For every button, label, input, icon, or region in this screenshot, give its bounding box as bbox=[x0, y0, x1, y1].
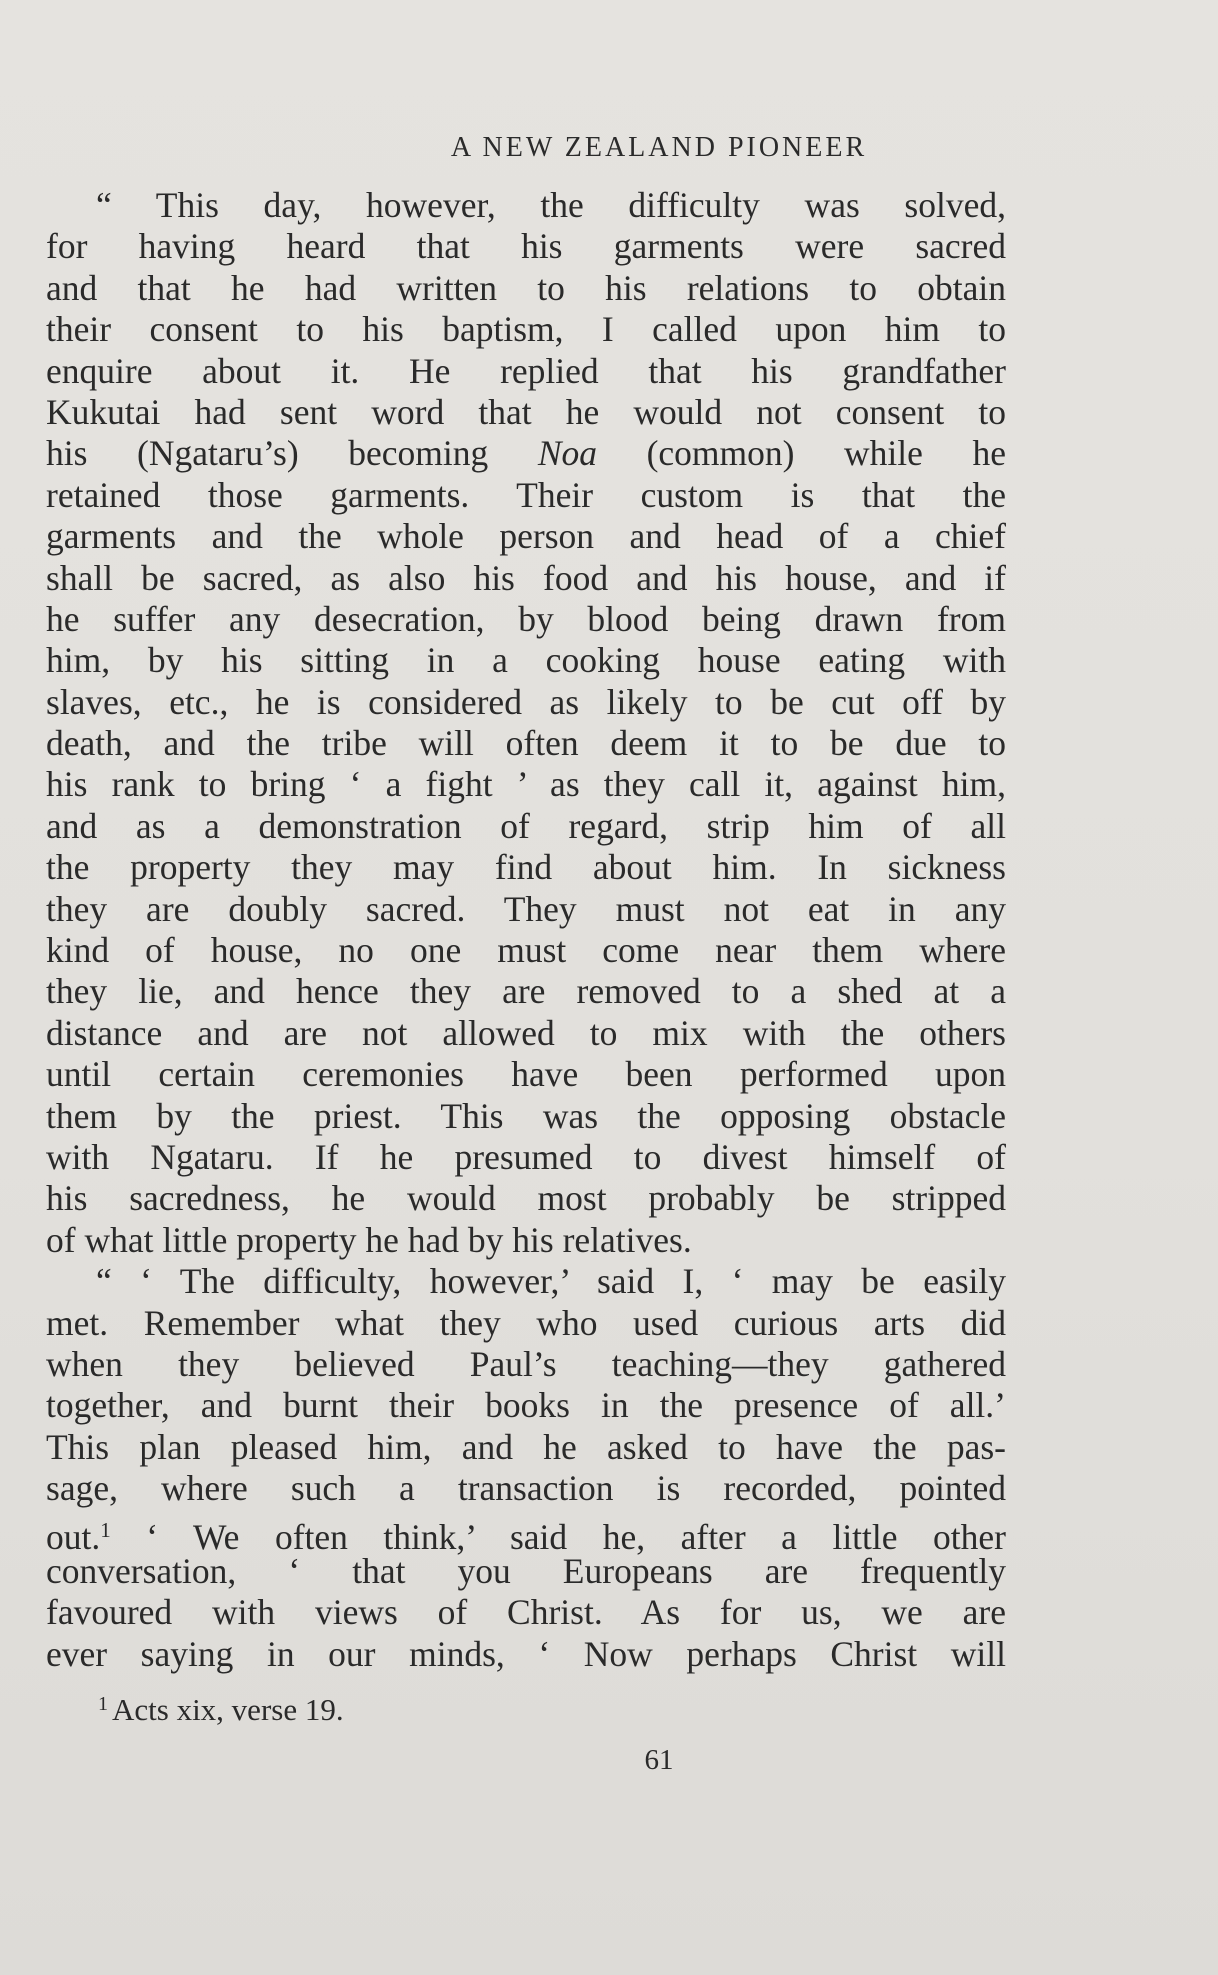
footnote bbox=[98, 1692, 344, 1728]
text-line: for having heard that his garments were sacred bbox=[46, 226, 1006, 267]
text-line: his (Ngataru’s) becoming Noa (common) while he bbox=[46, 433, 1006, 474]
text-line: and as a demonstration of regard, strip him of all bbox=[46, 805, 1006, 846]
text-line: with Ngataru. If he presumed to divest himself of bbox=[46, 1136, 1006, 1177]
text-line: of what little property he had by his relatives. bbox=[46, 1219, 692, 1260]
text-line: the property they may find about him. In sickness bbox=[46, 847, 1006, 888]
text-line: “ This day, however, the difficulty was solved, bbox=[96, 185, 1006, 225]
text-line: enquire about it. He replied that his grandfather bbox=[46, 350, 1006, 391]
text-line: they lie, and hence they are removed to a shed at a bbox=[46, 971, 1006, 1012]
text-line: them by the priest. This was the opposing obstacle bbox=[46, 1095, 1006, 1136]
text-line: retained those garments. Their custom is that the bbox=[46, 474, 1006, 515]
text-line: kind of house, no one must come near them where bbox=[46, 930, 1006, 971]
text-line: conversation, ‘ that you Europeans are frequently bbox=[46, 1550, 1006, 1591]
text-line: their consent to his baptism, I called upon him to bbox=[46, 309, 1006, 350]
text-line: him, by his sitting in a cooking house eating with bbox=[46, 640, 1006, 681]
text-line: death, and the tribe will often deem it to be due to bbox=[46, 723, 1006, 764]
text-line: when they believed Paul’s teaching—they gathered bbox=[46, 1343, 1006, 1384]
body-text bbox=[46, 185, 1006, 1675]
text-line: and that he had written to his relations to obtain bbox=[46, 267, 1006, 308]
text-line: favoured with views of Christ. As for us, we are bbox=[46, 1592, 1006, 1633]
text-line: This plan pleased him, and he asked to have the pas- bbox=[46, 1426, 1006, 1467]
text-line: garments and the whole person and head of a chief bbox=[46, 516, 1006, 557]
page-number: 61 bbox=[644, 1744, 674, 1776]
text-line: ever saying in our minds, ‘ Now perhaps Christ will bbox=[46, 1633, 1006, 1674]
text-line: his sacredness, he would most probably be stripped bbox=[46, 1178, 1006, 1219]
text-line: “ ‘ The difficulty, however,’ said I, ‘ may be easily bbox=[96, 1261, 1006, 1302]
footnote-text: Acts xix, verse 19. bbox=[112, 1692, 344, 1727]
text-line: shall be sacred, as also his food and his house, and if bbox=[46, 557, 1006, 598]
text-line: his rank to bring ‘ a fight ’ as they call it, against him, bbox=[46, 764, 1006, 805]
text-line: Kukutai had sent word that he would not consent to bbox=[46, 391, 1006, 432]
text-line: out.$^1$ ‘ We often think,’ said he, after a little other bbox=[46, 1516, 1006, 1557]
running-head: A NEW ZEALAND PIONEER bbox=[450, 132, 868, 163]
text-line: he suffer any desecration, by blood being drawn from bbox=[46, 598, 1006, 639]
text-line: distance and are not allowed to mix with the others bbox=[46, 1012, 1006, 1053]
italic-term: Noa bbox=[537, 433, 597, 474]
footnote-reference: 1 bbox=[100, 1517, 111, 1542]
text-line: slaves, etc., he is considered as likely to be cut off by bbox=[46, 681, 1006, 722]
footnote-marker: 1 bbox=[98, 1693, 108, 1715]
text-line: they are doubly sacred. They must not eat in any bbox=[46, 888, 1006, 929]
text-line: met. Remember what they who used curious arts did bbox=[46, 1302, 1006, 1343]
text-line: until certain ceremonies have been performed upon bbox=[46, 1054, 1006, 1095]
text-line: together, and burnt their books in the presence of all.’ bbox=[46, 1385, 1006, 1426]
text-line: sage, where such a transaction is recorded, pointed bbox=[46, 1468, 1006, 1509]
